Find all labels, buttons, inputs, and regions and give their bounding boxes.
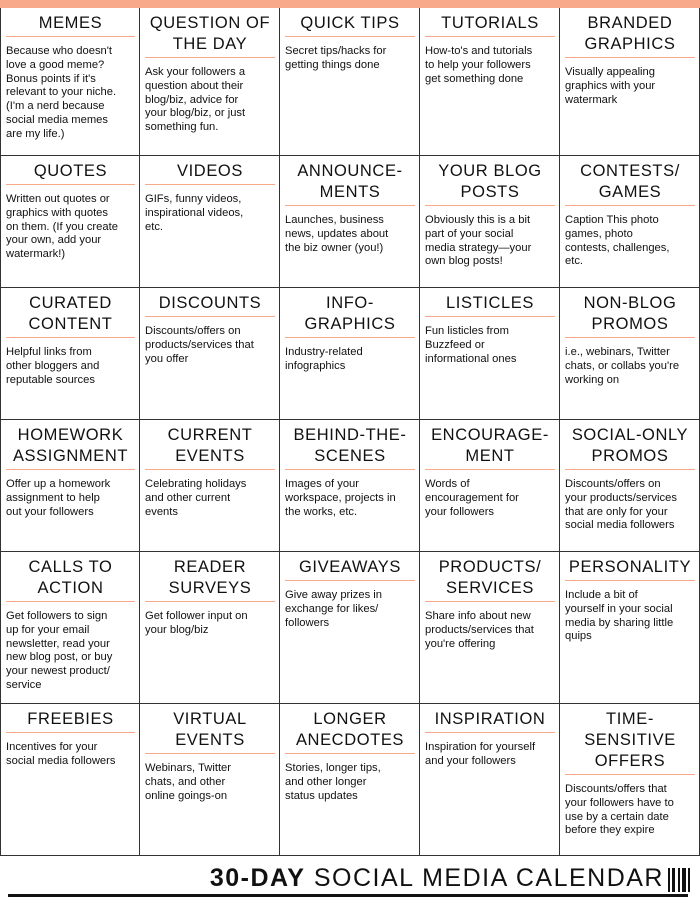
cell-title: ANNOUNCE- MENTS (285, 161, 415, 206)
calendar-cell (280, 704, 420, 856)
cell-description: Fun listicles from Buzzfeed or informational ones (425, 325, 517, 365)
cell-description: Webinars, Twitter chats, and other online goings-on (145, 762, 232, 802)
cell-title: QUOTES (6, 161, 135, 185)
calendar-cell (140, 552, 280, 704)
cell-title: BEHIND-THE- SCENES (285, 425, 415, 470)
cell-title: CALLS TO ACTION (6, 557, 135, 602)
cell-description: Stories, longer tips, and other longer status updates (285, 762, 381, 802)
cell-title: VIDEOS (145, 161, 275, 185)
calendar-cell (280, 8, 420, 156)
cell-description: Visually appealing graphics with your watermark (565, 66, 656, 106)
calendar-cell (0, 552, 140, 704)
cell-description: Celebrating holidays and other current events (145, 478, 247, 518)
cell-description: Incentives for your social media followers (6, 741, 116, 767)
cell-title: TUTORIALS (425, 13, 555, 37)
cell-title: SOCIAL-ONLY PROMOS (565, 425, 695, 470)
calendar-cell (280, 552, 420, 704)
cell-title: MEMES (6, 13, 135, 37)
calendar-cell (420, 552, 560, 704)
cell-description: Caption This photo games, photo contests, challenges, etc. (565, 214, 670, 268)
calendar-cell (0, 704, 140, 856)
cell-title: YOUR BLOG POSTS (425, 161, 555, 206)
barcode-icon (668, 868, 690, 892)
calendar-cell (560, 156, 700, 288)
cell-title: PRODUCTS/ SERVICES (425, 557, 555, 602)
calendar-cell (280, 156, 420, 288)
cell-title: NON-BLOG PROMOS (565, 293, 695, 338)
cell-description: Obviously this is a bit part of your social media strategy—your own blog posts! (425, 214, 532, 268)
cell-title: PERSONALITY (565, 557, 695, 581)
cell-description: Images of your workspace, projects in the works, etc. (285, 478, 396, 518)
cell-description: Share info about new products/services that you're offering (425, 610, 534, 650)
cell-title: QUESTION OF THE DAY (145, 13, 275, 58)
cell-title: DISCOUNTS (145, 293, 275, 317)
cell-description: i.e., webinars, Twitter chats, or collabs you're working on (565, 346, 680, 386)
cell-title: LISTICLES (425, 293, 555, 317)
cell-description: Get followers to sign up for your email newsletter, read your new blog post, or buy your newest product/ service (6, 610, 113, 691)
calendar-cell (560, 704, 700, 856)
top-accent-bar (0, 0, 700, 8)
calendar-cell (420, 288, 560, 420)
cell-description: Written out quotes or graphics with quotes on them. (If you create your own, add your watermark!) (6, 193, 118, 261)
cell-description: Include a bit of yourself in your social media by sharing little quips (565, 589, 674, 643)
cell-description: Secret tips/hacks for getting things done (285, 45, 387, 71)
calendar-cell (420, 704, 560, 856)
calendar-cell (420, 420, 560, 552)
cell-title: INFO- GRAPHICS (285, 293, 415, 338)
cell-title: ENCOURAGE- MENT (425, 425, 555, 470)
calendar-cell (420, 8, 560, 156)
footer (0, 856, 700, 906)
cell-title: VIRTUAL EVENTS (145, 709, 275, 754)
calendar-cell (280, 288, 420, 420)
cell-title: CURRENT EVENTS (145, 425, 275, 470)
calendar-cell (560, 288, 700, 420)
calendar-cell (140, 704, 280, 856)
footer-rule (8, 894, 688, 897)
cell-description: Because who doesn't love a good meme? Bonus points if it's relevant to your niche. (I'm a nerd because social media memes are my life.) (6, 45, 117, 140)
calendar-cell (560, 8, 700, 156)
calendar-cell (280, 420, 420, 552)
calendar-cell (560, 420, 700, 552)
cell-description: Offer up a homework assignment to help out your followers (6, 478, 111, 518)
cell-description: Get follower input on your blog/biz (145, 610, 248, 636)
calendar-cell (0, 8, 140, 156)
calendar-cell (0, 420, 140, 552)
cell-title: FREEBIES (6, 709, 135, 733)
calendar-cell (140, 8, 280, 156)
cell-description: Ask your followers a question about their blog/biz, advice for your blog/biz, or just something fun. (145, 66, 246, 134)
cell-description: Launches, business news, updates about the biz owner (you!) (285, 214, 389, 254)
calendar-cell (420, 156, 560, 288)
cell-description: Inspiration for yourself and your followers (425, 741, 536, 767)
cell-description: Helpful links from other bloggers and reputable sources (6, 346, 100, 386)
cell-title: HOMEWORK ASSIGNMENT (6, 425, 135, 470)
calendar-title-bold: 30-DAY (209, 864, 306, 892)
cell-title: READER SURVEYS (145, 557, 275, 602)
calendar-cell (0, 288, 140, 420)
cell-description: Discounts/offers on your products/services that are only for your social media followers (565, 478, 677, 532)
calendar-cell (560, 552, 700, 704)
cell-title: TIME- SENSITIVE OFFERS (565, 709, 695, 775)
cell-description: Discounts/offers that your followers have to use by a certain date before they expire (565, 783, 674, 837)
cell-title: CONTESTS/ GAMES (565, 161, 695, 206)
calendar-cell (140, 420, 280, 552)
cell-description: Industry-related infographics (285, 346, 363, 372)
cell-title: QUICK TIPS (285, 13, 415, 37)
cell-title: GIVEAWAYS (285, 557, 415, 581)
cell-description: Words of encouragement for your followers (425, 478, 519, 518)
cell-description: Discounts/offers on products/services that you offer (145, 325, 254, 365)
cell-title: INSPIRATION (425, 709, 555, 733)
calendar-grid (0, 8, 700, 856)
calendar-cell (0, 156, 140, 288)
cell-title: CURATED CONTENT (6, 293, 135, 338)
calendar-cell (140, 156, 280, 288)
cell-description: How-to's and tutorials to help your followers get something done (425, 45, 533, 85)
cell-description: GIFs, funny videos, inspirational videos, etc. (145, 193, 244, 233)
cell-title: LONGER ANECDOTES (285, 709, 415, 754)
calendar-cell (140, 288, 280, 420)
cell-title: BRANDED GRAPHICS (565, 13, 695, 58)
cell-description: Give away prizes in exchange for likes/ followers (285, 589, 382, 629)
calendar-title (210, 864, 664, 893)
calendar-title-rest: SOCIAL MEDIA CALENDAR (305, 864, 664, 892)
